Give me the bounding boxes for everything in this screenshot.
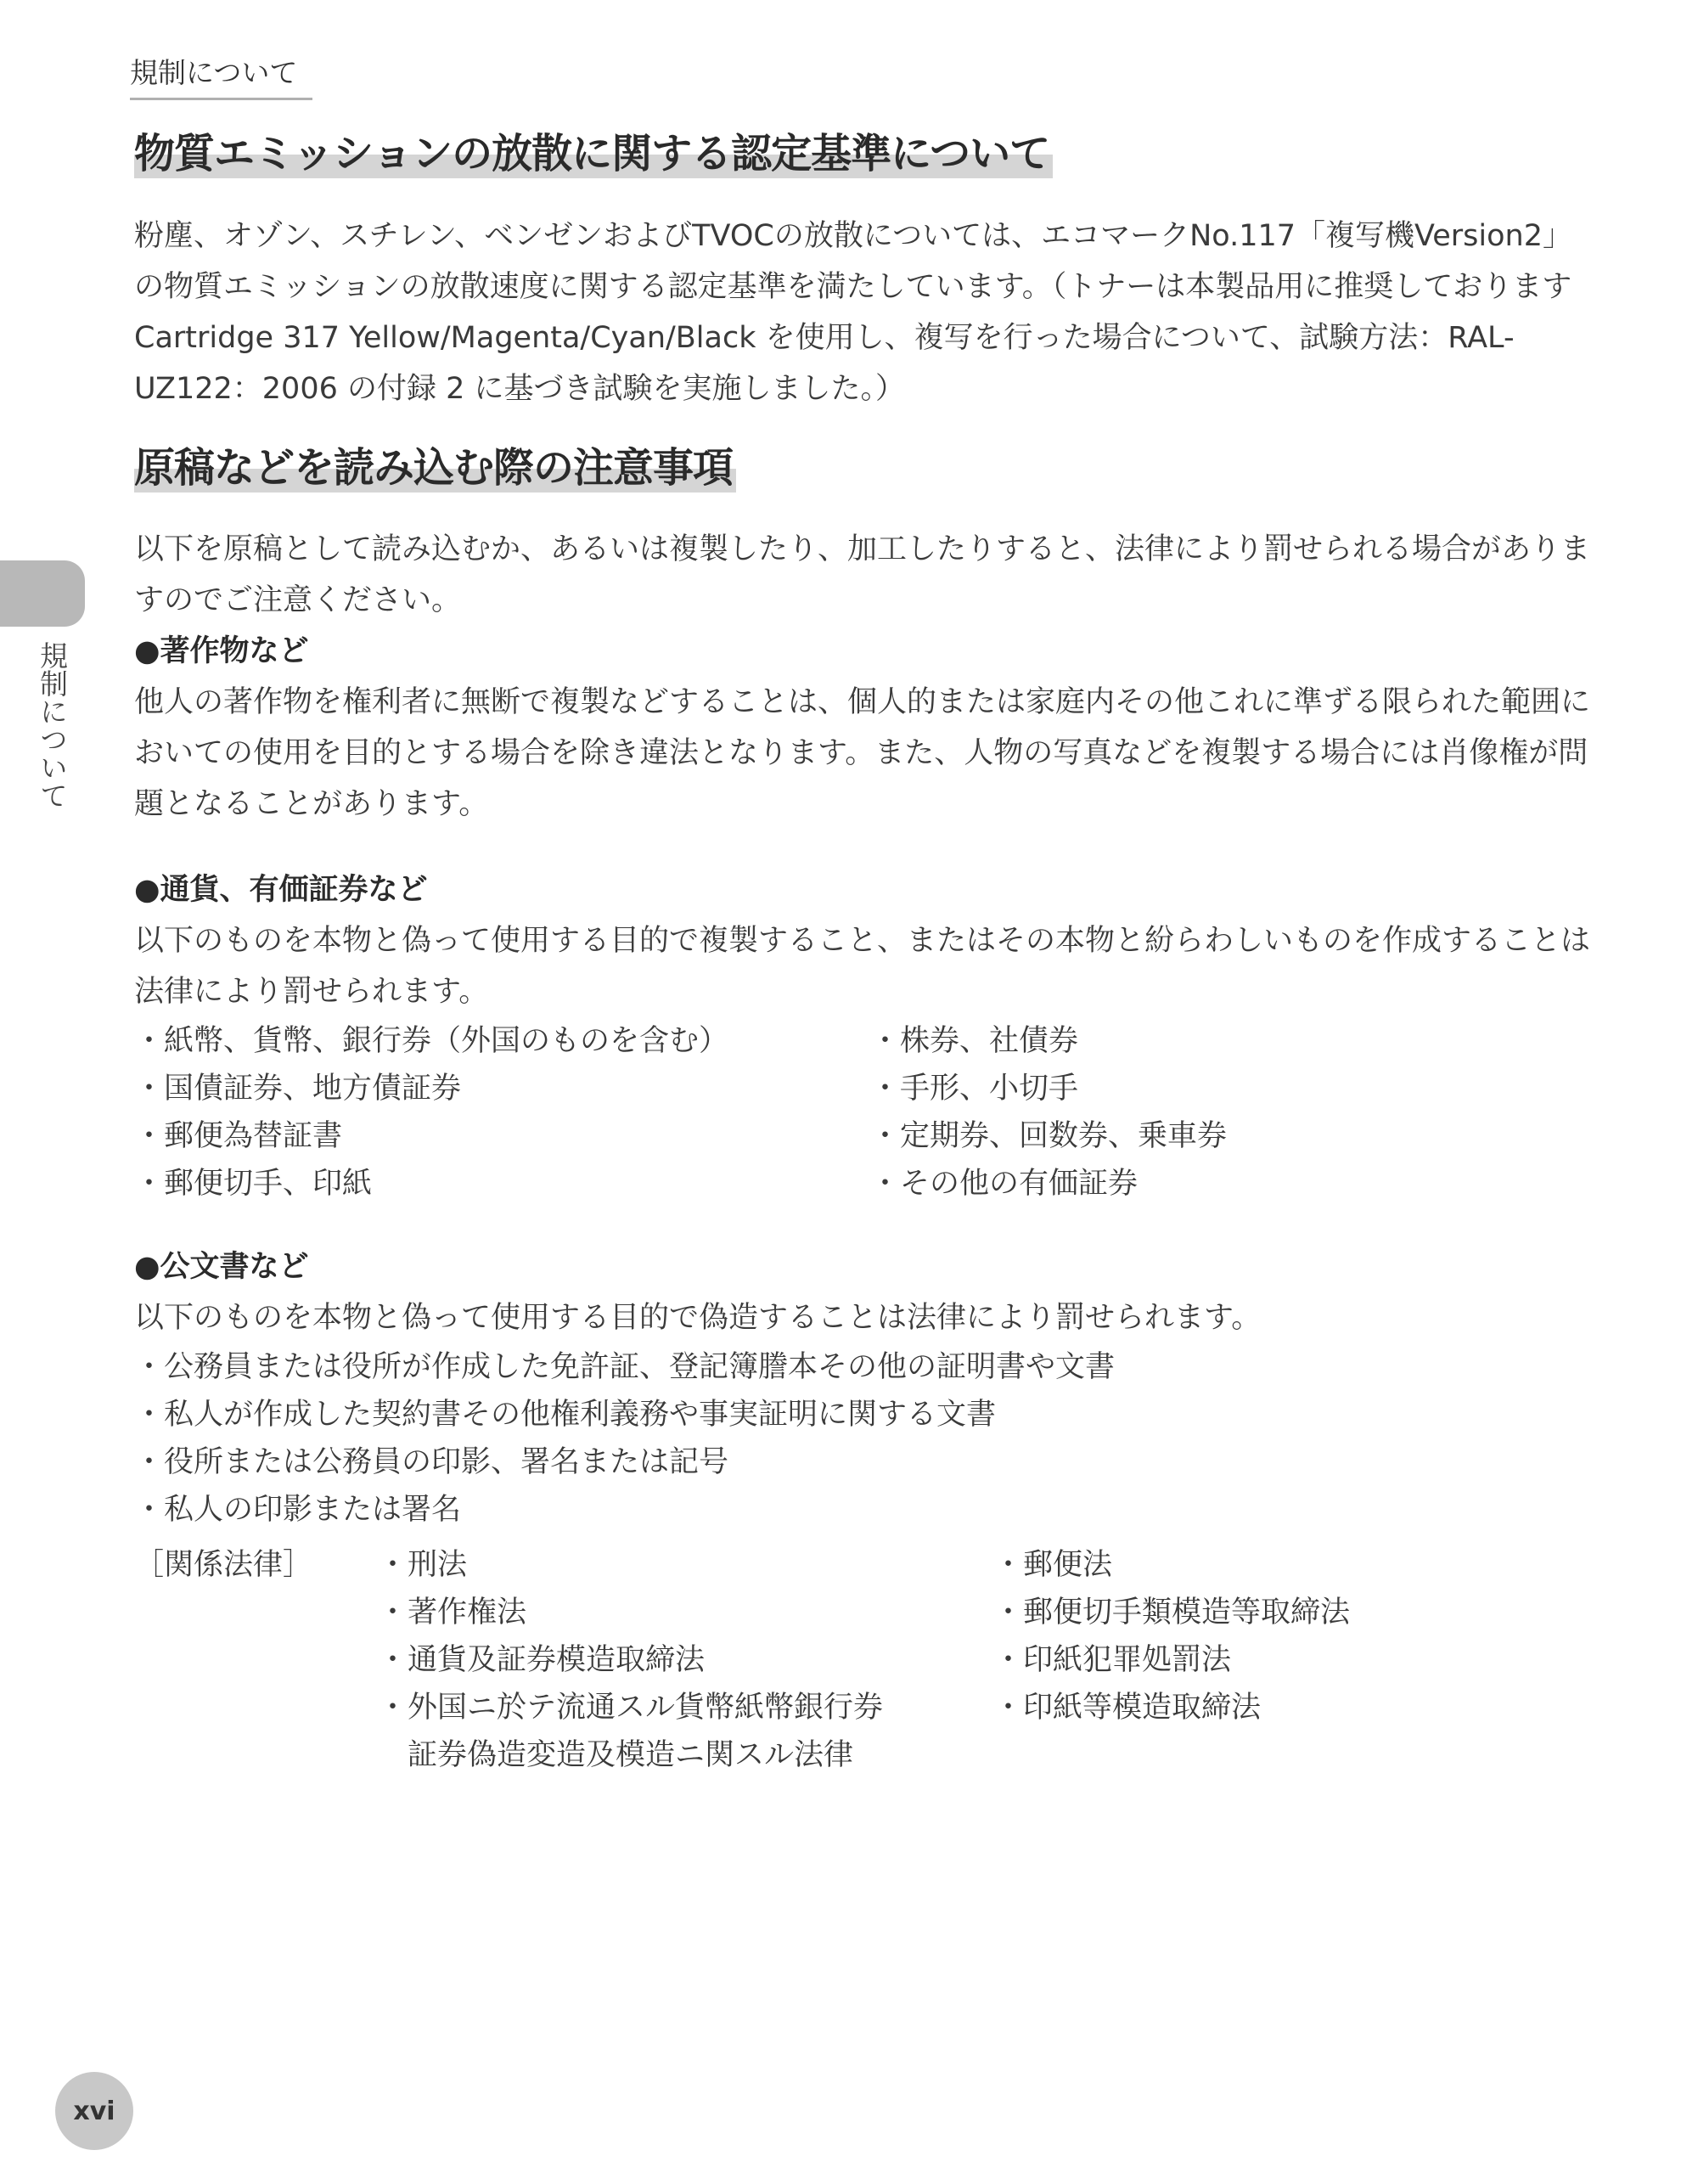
page-number: xvi [55, 2072, 133, 2150]
official-documents-item: ・私人が作成した契約書その他権利義務や事実証明に関する文書 [134, 1398, 997, 1432]
official-documents-item: ・役所または公務員の印影、署名または記号 [134, 1445, 729, 1479]
currency-right-item: ・株券、社債券 [870, 1024, 1079, 1058]
official-documents-item: ・私人の印影または署名 [134, 1493, 462, 1527]
running-head: 規制について [130, 51, 312, 100]
related-law-item: ・印紙犯罪処罰法 [993, 1643, 1232, 1677]
currency-right-item: ・その他の有価証券 [870, 1167, 1139, 1201]
related-law-item: ・刑法 [378, 1548, 468, 1582]
related-law-item: ・郵便法 [993, 1548, 1113, 1582]
chapter-tab-label: 規制について [36, 641, 69, 809]
scanning-intro-paragraph: 以下を原稿として読み込むか、あるいは複製したり、加工したりすると、法律により罰せられる場合がありますのでご注意ください。 [134, 532, 1591, 617]
currency-heading: ●通貨、有価証券など [134, 873, 428, 907]
official-documents-item: ・公務員または役所が作成した免許証、登記簿謄本その他の証明書や文書 [134, 1350, 1116, 1384]
currency-paragraph: 以下のものを本物と偽って使用する目的で複製すること、またはその本物と紛らわしいものを作成することは法律により罰せられます。 [134, 924, 1591, 1009]
related-law-item: 証券偽造変造及模造ニ関スル法律 [378, 1738, 854, 1772]
official-documents-paragraph: 以下のものを本物と偽って使用する目的で偽造することは法律により罰せられます。 [134, 1301, 1262, 1335]
related-law-item: ・郵便切手類模造等取締法 [993, 1596, 1351, 1630]
related-law-item: ・印紙等模造取締法 [993, 1691, 1262, 1725]
currency-left-item: ・郵便為替証書 [134, 1119, 343, 1153]
currency-left-item: ・郵便切手、印紙 [134, 1167, 373, 1201]
currency-right-item: ・手形、小切手 [870, 1072, 1079, 1106]
related-law-item: ・著作権法 [378, 1596, 527, 1630]
currency-left-item: ・国債証券、地方債証券 [134, 1072, 462, 1106]
related-laws-label: ［関係法律］ [134, 1548, 313, 1582]
related-law-item: ・外国ニ於テ流通スル貨幣紙幣銀行券 [378, 1691, 884, 1725]
official-documents-heading: ●公文書など [134, 1250, 309, 1284]
related-law-item: ・通貨及証券模造取締法 [378, 1643, 706, 1677]
copyright-paragraph: 他人の著作物を権利者に無断で複製などすることは、個人的または家庭内その他これに準ずる限られた範囲においての使用を目的とする場合を除き違法となります。また、人物の写真などを複製する場合には肖像権が問題となることがあります。 [134, 685, 1591, 821]
chapter-tab [0, 560, 85, 627]
section-title-emissions: 物質エミッションの放散に関する認定基準について [134, 129, 1053, 178]
emissions-paragraph: 粉塵、オゾン、スチレン、ベンゼンおよびTVOCの放散については、エコマークNo.117「複写機Version2」の物質エミッションの放散速度に関する認定基準を満たしています。（トナーは本製品用に推奨しております Cartridge 317 Yellow/Magenta/Cyan/Black を使用し、複写を行った場合について、試験方法：RAL-UZ122：2006 の付録 2 に基づき試験を実施しました。） [134, 219, 1573, 406]
currency-right-item: ・定期券、回数券、乗車券 [870, 1119, 1228, 1153]
currency-left-item: ・紙幣、貨幣、銀行券（外国のものを含む） [134, 1024, 729, 1058]
copyright-heading: ●著作物など [134, 634, 309, 668]
section-title-scanning-notes: 原稿などを読み込む際の注意事項 [134, 443, 736, 493]
